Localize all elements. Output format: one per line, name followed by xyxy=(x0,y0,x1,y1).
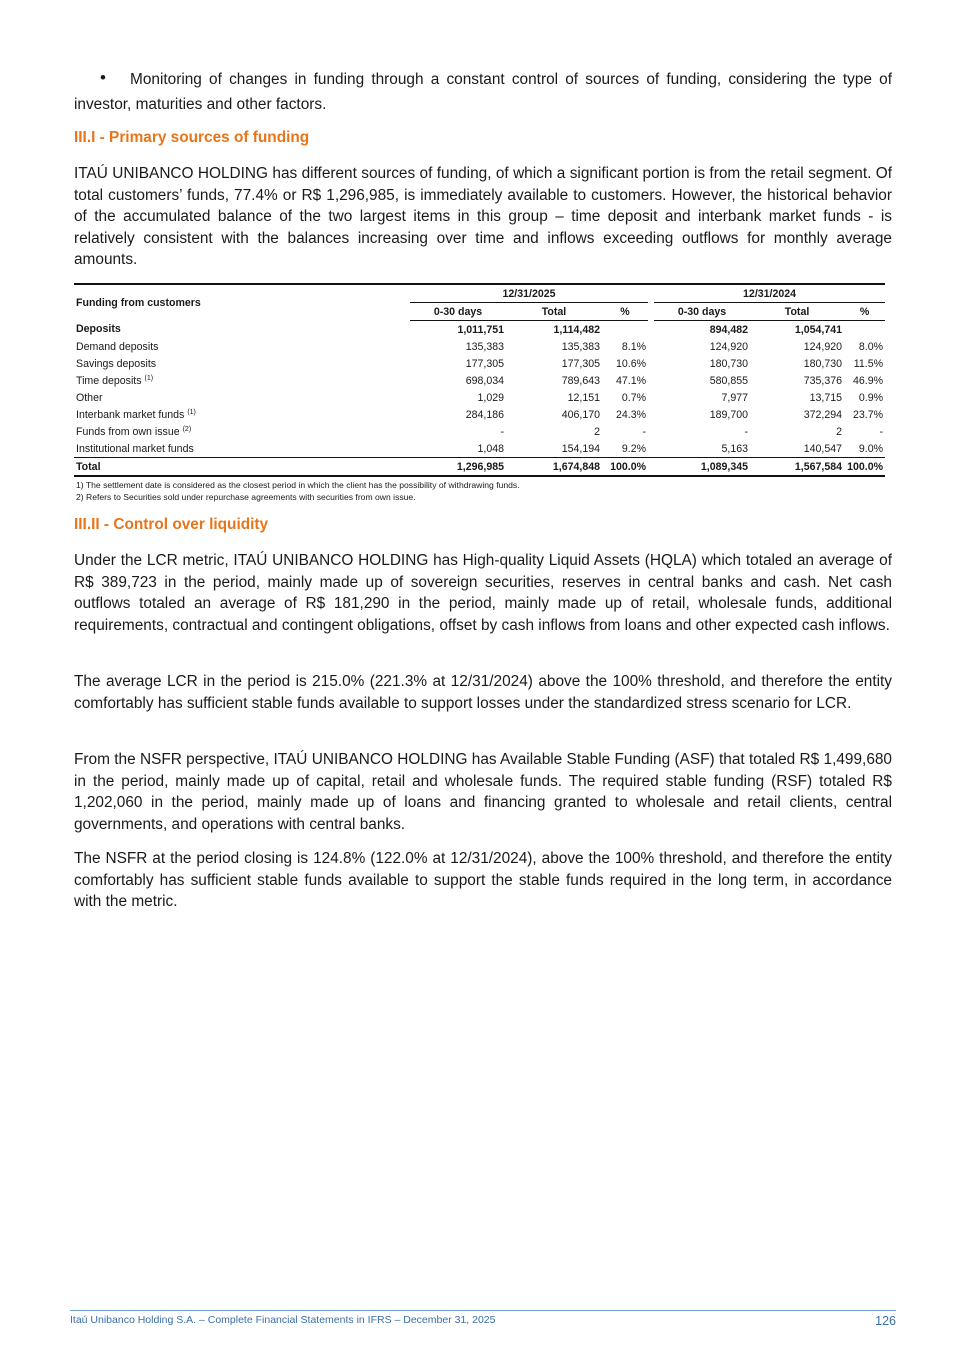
cell: 1,089,345 xyxy=(654,458,750,477)
cell: 100.0% xyxy=(602,458,648,477)
table-row xyxy=(74,389,885,406)
cell: 177,305 xyxy=(465,357,504,370)
column-header: 0-30 days xyxy=(654,303,750,321)
cell: 46.9% xyxy=(853,374,884,387)
section-heading-control-liquidity: III.II - Control over liquidity xyxy=(74,516,269,533)
row-label: Institutional market funds xyxy=(76,442,194,455)
bullet-icon: • xyxy=(100,68,106,87)
cell: 47.1% xyxy=(615,374,647,387)
cell: 10.6% xyxy=(615,357,647,370)
row-label: Savings deposits xyxy=(76,357,157,370)
table-row xyxy=(74,440,885,458)
cell: 1,011,751 xyxy=(457,323,504,336)
row-label: Interbank market funds $^{(1)}$ xyxy=(76,408,196,421)
cell: 100.0% xyxy=(844,458,885,477)
table-total-row xyxy=(74,458,885,477)
paragraph-lcr-average: The average LCR in the period is 215.0% (221.3% at 12/31/2024) above the 100% threshold, and therefore the entity comfortably has sufficient stable funds available to support losses under the standardized stress scenario for LCR. xyxy=(74,673,892,712)
table-row xyxy=(74,321,885,339)
period-2024-header: 12/31/2024 xyxy=(654,284,885,303)
bullet-item xyxy=(74,68,892,117)
cell: 0.9% xyxy=(858,391,884,404)
paragraph-nsfr-perspective: From the NSFR perspective, ITAÚ UNIBANCO HOLDING has Available Stable Funding (ASF) that totaled R$ 1,499,680 in the period, mainly made up of capital, retail and wholesale funds. The required stable funding (RSF) totaled R$ 1,202,060 in the period, mainly made up of loans and financing granted to wholesale and retail clients, central governments, and operations with central banks. xyxy=(74,751,892,833)
cell: 1,567,584 xyxy=(750,458,844,477)
cell: 124,920 xyxy=(709,340,749,353)
cell: - xyxy=(500,425,504,438)
cell: 372,294 xyxy=(803,408,843,421)
cell: 580,855 xyxy=(709,374,749,387)
cell: 698,034 xyxy=(465,374,504,387)
paragraph-lcr-metric: Under the LCR metric, ITAÚ UNIBANCO HOLDING has High-quality Liquid Assets (HQLA) which totaled an average of R$ 389,723 in the period, mainly made up of sovereign securities, reserves in central banks and cash. Net cash outflows totaled an average of R$ 181,290 in the period, mainly made up of retail, wholesale funds, additional requirements, contractual and contingent obligations, offset by cash inflows from loans and other expected cash inflows. xyxy=(74,552,892,634)
cell xyxy=(602,321,648,339)
row-label: Deposits xyxy=(76,323,121,336)
table-notes xyxy=(74,480,885,503)
row-label: Other xyxy=(76,391,103,404)
cell: 154,194 xyxy=(561,442,600,455)
table-row xyxy=(74,372,885,389)
table-row xyxy=(74,355,885,372)
cell: 9.0% xyxy=(858,442,884,455)
column-header: Total xyxy=(506,303,602,321)
cell: 12,151 xyxy=(567,391,600,404)
cell: 894,482 xyxy=(709,323,749,336)
cell: 13,715 xyxy=(809,391,843,404)
footer-text: Itaú Unibanco Holding S.A. – Complete Financial Statements in IFRS – December 31, 2025 xyxy=(70,1314,496,1326)
column-header: % xyxy=(844,303,885,321)
cell: 1,114,482 xyxy=(553,323,600,336)
cell xyxy=(844,321,885,339)
cell: 8.0% xyxy=(858,340,884,353)
footer-rule xyxy=(70,1310,896,1311)
row-label: Funds from own issue $^{(2)}$ xyxy=(76,425,192,438)
cell: 23.7% xyxy=(853,408,884,421)
cell: 0.7% xyxy=(621,391,647,404)
cell: - xyxy=(744,425,749,438)
table-row xyxy=(74,338,885,355)
cell: - xyxy=(879,425,884,438)
footnote: 2) Refers to Securities sold under repurchase agreements with securities from own issue. xyxy=(76,491,416,502)
cell: 1,296,985 xyxy=(410,458,506,477)
cell: 177,305 xyxy=(561,357,600,370)
footnote-marker: (1) xyxy=(187,408,196,416)
period-2025-header: 12/31/2025 xyxy=(410,284,648,303)
cell: 789,643 xyxy=(561,374,600,387)
cell: 135,383 xyxy=(561,340,600,353)
bullet-text: Monitoring of changes in funding through a constant control of sources of funding, considering the type of investor, maturities and other factors. xyxy=(74,71,892,113)
cell: 406,170 xyxy=(561,408,600,421)
cell: 24.3% xyxy=(615,408,647,421)
footnote-marker: (1) xyxy=(144,374,154,382)
cell: 735,376 xyxy=(803,374,843,387)
row-label: Total xyxy=(74,458,410,477)
cell: 2 xyxy=(594,425,600,438)
section-heading-primary-sources: III.I - Primary sources of funding xyxy=(74,129,310,146)
cell: 1,048 xyxy=(477,442,504,455)
cell: 11.5% xyxy=(853,357,884,370)
row-label: Time deposits $^{(1)}$ xyxy=(76,374,154,387)
table-title: Funding from customers xyxy=(76,296,201,309)
cell: 9.2% xyxy=(621,442,647,455)
cell: 189,700 xyxy=(709,408,749,421)
cell: 5,163 xyxy=(721,442,749,455)
footnote-marker: (2) xyxy=(182,425,192,433)
page-number: 126 xyxy=(875,1314,896,1328)
cell: 284,186 xyxy=(465,408,504,421)
column-header: % xyxy=(602,303,648,321)
cell: 180,730 xyxy=(803,357,843,370)
paragraph-nsfr-closing: The NSFR at the period closing is 124.8% (122.0% at 12/31/2024), above the 100% threshold, and therefore the entity comfortably has sufficient stable funds available to support the stable funds required in the long term, in accordance with the metric. xyxy=(74,850,892,911)
column-header: Total xyxy=(750,303,844,321)
cell: 124,920 xyxy=(803,340,843,353)
cell: - xyxy=(642,425,647,438)
row-label: Demand deposits xyxy=(76,340,159,353)
table-row xyxy=(74,406,885,423)
paragraph-primary-sources: ITAÚ UNIBANCO HOLDING has different sources of funding, of which a significant portion is from the retail segment. Of total customers’ funds, 77.4% or R$ 1,296,985, is immediately available to customers. However, the historical behavior of the accumulated balance of the two largest items in this group – time deposit and interbank market funds - is relatively consistent with the balances increasing over time and inflows exceeding outflows for monthly average amounts. xyxy=(74,165,892,269)
cell: 2 xyxy=(836,425,843,438)
footnote: 1) The settlement date is considered as the closest period in which the client has the possibility of withdrawing funds. xyxy=(76,480,520,490)
cell: 1,054,741 xyxy=(794,323,843,336)
cell: 1,674,848 xyxy=(506,458,602,477)
cell: 180,730 xyxy=(709,357,749,370)
cell: 135,383 xyxy=(465,340,504,353)
cell: 7,977 xyxy=(721,391,749,404)
column-header: 0-30 days xyxy=(410,303,506,321)
cell: 1,029 xyxy=(477,391,504,404)
cell: 140,547 xyxy=(803,442,843,455)
table-row xyxy=(74,423,885,440)
cell: 8.1% xyxy=(621,340,647,353)
funding-table xyxy=(74,283,885,503)
